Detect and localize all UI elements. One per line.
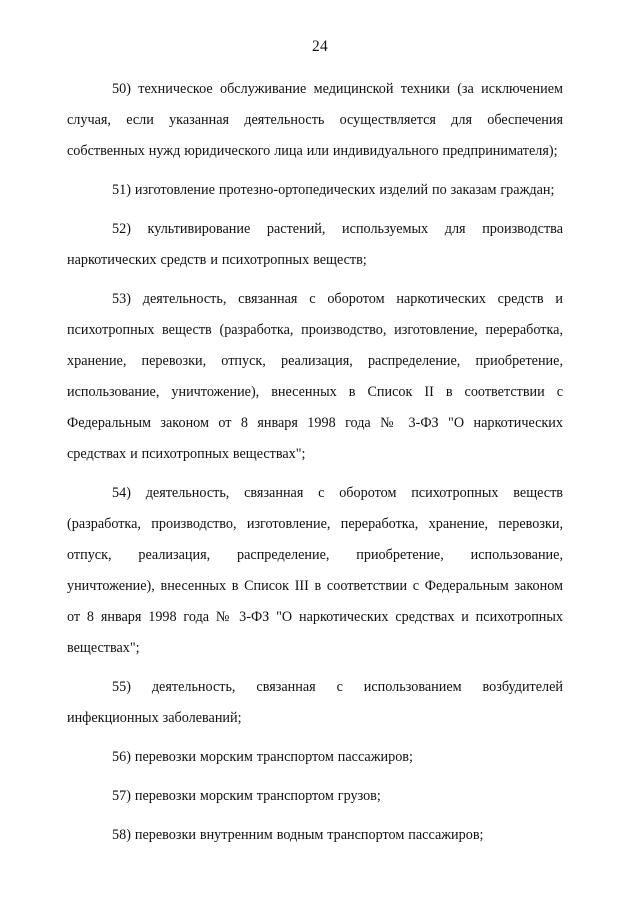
list-item-54: 54) деятельность, связанная с оборотом психотропных веществ (разработка, производство, изготовление, переработка, хранение, перевозки, отпуск, реализация, распределение, приобретение, использование, уничтожение), внесенных в Список III в соответствии с Федеральным законом от 8 января 1998 года № 3-ФЗ "О наркотических средствах и психотропных веществах";	[67, 485, 563, 656]
list-item-52: 52) культивирование растений, используемых для производства наркотических средств и психотропных веществ;	[67, 221, 563, 268]
list-item-57: 57) перевозки морским транспортом грузов;	[112, 788, 381, 804]
list-item-58: 58) перевозки внутренним водным транспортом пассажиров;	[112, 827, 484, 843]
list-item-51: 51) изготовление протезно-ортопедических изделий по заказам граждан;	[112, 182, 555, 198]
page-number: 24	[312, 38, 328, 55]
list-item-55: 55) деятельность, связанная с использованием возбудителей инфекционных заболеваний;	[67, 679, 563, 726]
list-item-50: 50) техническое обслуживание медицинской техники (за исключением случая, если указанная деятельность осуществляется для обеспечения собственных нужд юридического лица или индивидуального предпринимателя);	[67, 81, 563, 159]
document-body	[67, 74, 563, 859]
list-item-56: 56) перевозки морским транспортом пассажиров;	[112, 749, 413, 765]
list-item-53: 53) деятельность, связанная с оборотом наркотических средств и психотропных веществ (разработка, производство, изготовление, переработка, хранение, перевозки, отпуск, реализация, распределение, приобретение, использование, уничтожение), внесенных в Список II в соответствии с Федеральным законом от 8 января 1998 года № 3-ФЗ "О наркотических средствах и психотропных веществах";	[67, 291, 563, 462]
